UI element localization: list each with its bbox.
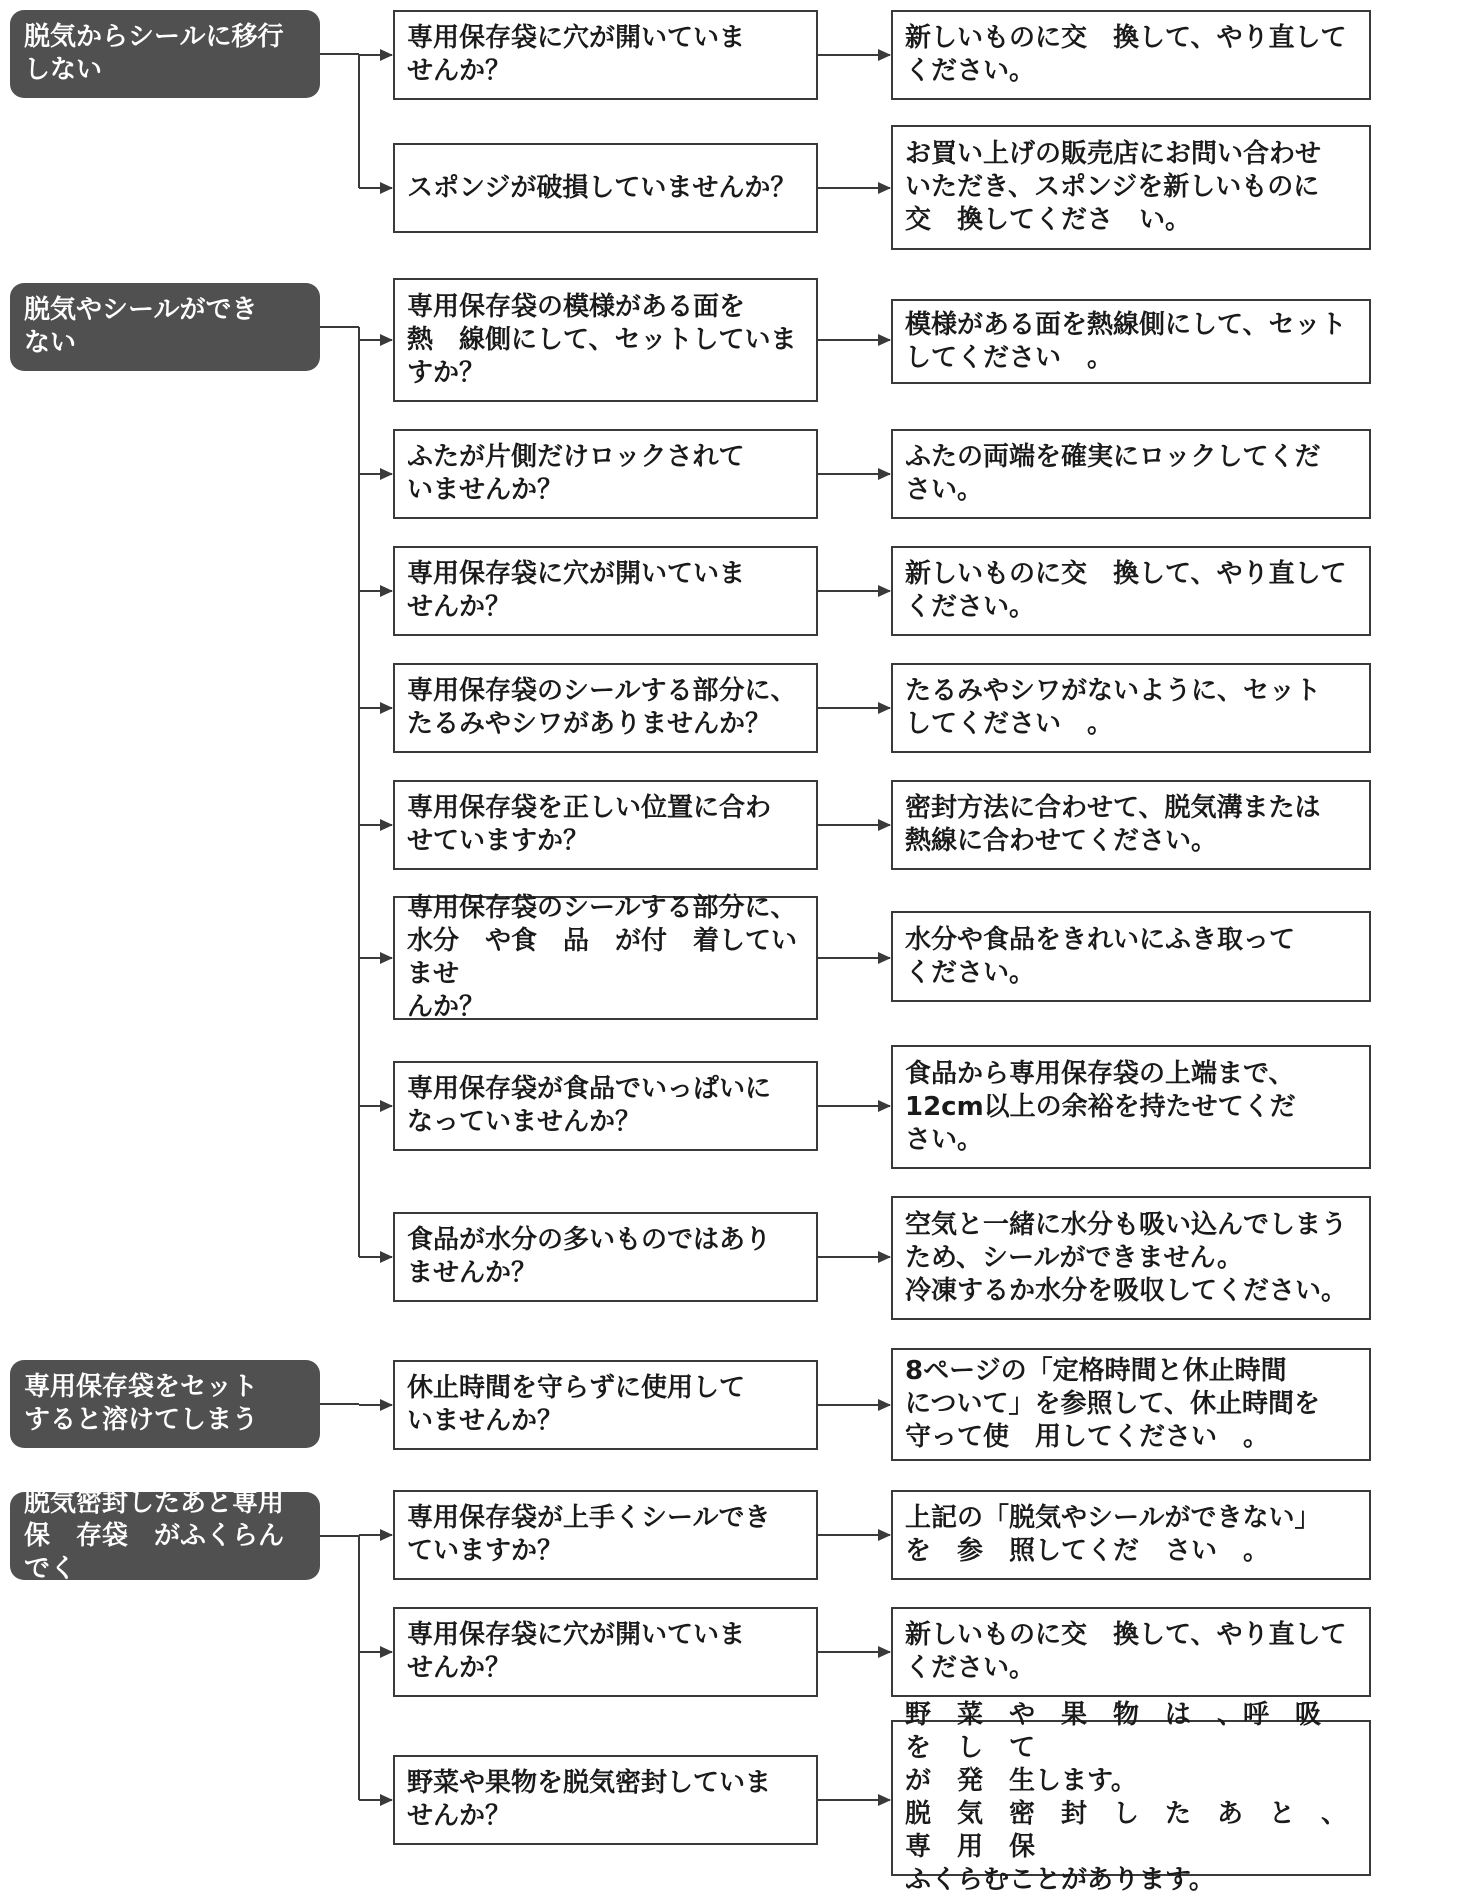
question-box: ふたが片側だけロックされて いませんか？: [393, 429, 818, 519]
answer-box: 新しいものに交 換して、やり直して ください。: [891, 546, 1371, 636]
category-label: 脱気密封したあと専用 保 存袋 がふくらんでく: [10, 1492, 320, 1580]
question-box: 専用保存袋を正しい位置に合わ せていますか？: [393, 780, 818, 870]
question-box: 休止時間を守らずに使用して いませんか？: [393, 1360, 818, 1450]
category-label: 脱気からシールに移行 しない: [10, 10, 320, 98]
answer-box: 新しいものに交 換して、やり直して ください。: [891, 1607, 1371, 1697]
question-box: 専用保存袋の模様がある面を 熱 線側にして、セットしていま すか？: [393, 278, 818, 402]
answer-box: 新しいものに交 換して、やり直して ください。: [891, 10, 1371, 100]
answer-box: 模様がある面を熱線側にして、セット してください 。: [891, 299, 1371, 384]
answer-box: 食品から専用保存袋の上端まで、 12cm以上の余裕を持たせてくだ さい。: [891, 1045, 1371, 1169]
category-label: 専用保存袋をセット すると溶けてしまう: [10, 1360, 320, 1448]
answer-box: 上記の「脱気やシールができない」 を 参 照してくだ さい 。: [891, 1490, 1371, 1580]
question-box: 専用保存袋のシールする部分に、 たるみやシワがありませんか？: [393, 663, 818, 753]
question-box: 専用保存袋に穴が開いていま せんか？: [393, 1607, 818, 1697]
question-box: 専用保存袋に穴が開いていま せんか？: [393, 10, 818, 100]
answer-box: 密封方法に合わせて、脱気溝または 熱線に合わせてください。: [891, 780, 1371, 870]
answer-box: 8ページの「定格時間と休止時間 について」を参照して、休止時間を 守って使 用してください 。: [891, 1348, 1371, 1461]
answer-box: 野 菜 や 果 物 は 、呼 吸 を し て が 発 生します。 脱 気 密 封 し た あ と 、専 用 保 ふくらむことがあります。: [891, 1720, 1371, 1876]
answer-box: ふたの両端を確実にロックしてくだ さい。: [891, 429, 1371, 519]
question-box: 食品が水分の多いものではあり ませんか？: [393, 1212, 818, 1302]
question-box: スポンジが破損していませんか？: [393, 143, 818, 233]
question-box: 専用保存袋のシールする部分に、 水分 や食 品 が付 着していませ んか？: [393, 896, 818, 1020]
question-box: 野菜や果物を脱気密封していま せんか？: [393, 1755, 818, 1845]
category-label: 脱気やシールができ ない: [10, 283, 320, 371]
answer-box: 空気と一緒に水分も吸い込んでしまう ため、シールができません。 冷凍するか水分を吸収してください。: [891, 1196, 1371, 1320]
question-box: 専用保存袋が上手くシールでき ていますか？: [393, 1490, 818, 1580]
answer-box: 水分や食品をきれいにふき取って ください。: [891, 911, 1371, 1002]
answer-box: お買い上げの販売店にお問い合わせ いただき、スポンジを新しいものに 交 換してくださ い。: [891, 125, 1371, 250]
question-box: 専用保存袋に穴が開いていま せんか？: [393, 546, 818, 636]
answer-box: たるみやシワがないように、セット してください 。: [891, 663, 1371, 753]
question-box: 専用保存袋が食品でいっぱいに なっていませんか？: [393, 1061, 818, 1151]
